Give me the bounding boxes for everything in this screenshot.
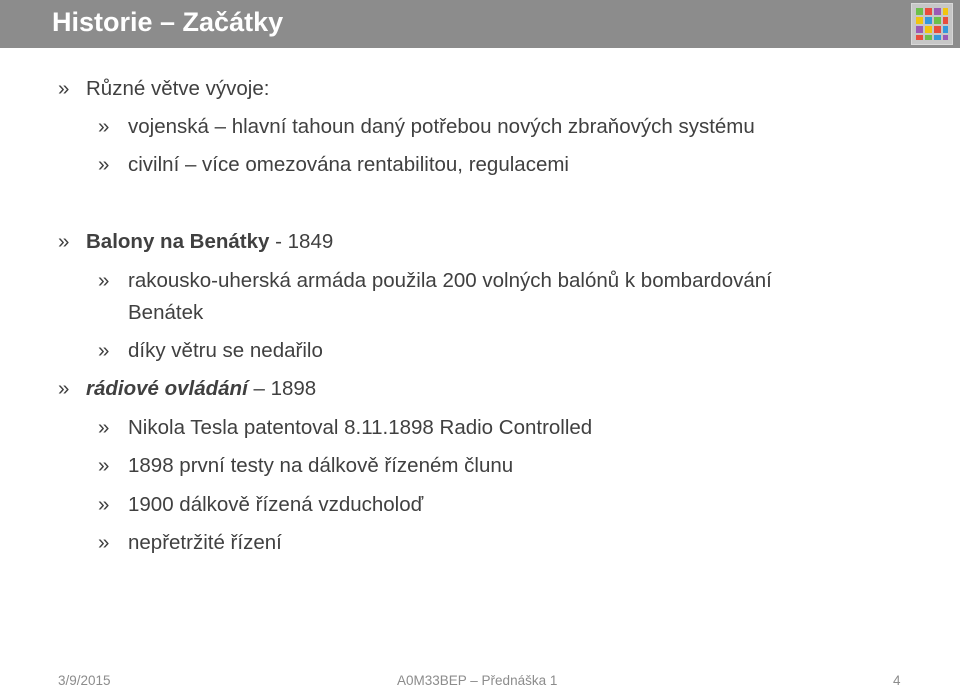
bullet-text: nepřetržité řízení	[128, 531, 282, 554]
bullet-level2	[98, 492, 423, 518]
bullet-level1	[58, 376, 316, 402]
bullet-marker: »	[98, 454, 110, 477]
bullet-text: rakousko-uherská armáda použila 200 volných balónů k bombardování	[128, 269, 772, 292]
bullet-text: Benátek	[128, 301, 204, 324]
bullet-bold-text: Balony na Benátky	[86, 230, 270, 253]
bullet-level2	[98, 152, 569, 178]
bullet-text: - 1849	[269, 230, 334, 253]
bullet-level1	[58, 229, 333, 255]
footer-course: A0M33BEP – Přednáška 1	[397, 673, 558, 688]
bullet-bolditalic-text: rádiové ovládání	[86, 377, 248, 400]
bullet-marker: »	[98, 115, 110, 138]
bullet-marker: »	[98, 493, 110, 516]
bullet-marker: »	[98, 339, 110, 362]
footer-date: 3/9/2015	[58, 673, 111, 688]
bullet-text: vojenská – hlavní tahoun daný potřebou nových zbraňových systému	[128, 115, 755, 138]
bullet-marker: »	[98, 269, 110, 292]
bullet-level2	[98, 338, 323, 364]
bullet-marker: »	[98, 531, 110, 554]
bullet-marker: »	[58, 230, 70, 253]
bullet-text: Různé větve vývoje:	[86, 77, 270, 100]
bullet-level2	[98, 114, 755, 140]
bullet-level2	[98, 530, 282, 556]
bullet-text: – 1898	[247, 377, 317, 400]
bullet-level2	[98, 268, 772, 294]
bullet-level2	[98, 453, 513, 479]
bullet-text: Nikola Tesla patentoval 8.11.1898 Radio Controlled	[128, 416, 593, 439]
bullet-marker: »	[98, 416, 110, 439]
slide-title: Historie – Začátky	[52, 7, 284, 37]
bullet-text: 1898 první testy na dálkově řízeném člunu	[128, 454, 514, 477]
bullet-text: díky větru se nedařilo	[128, 339, 323, 362]
bullet-marker: »	[58, 77, 70, 100]
bullet-marker: »	[98, 153, 110, 176]
bullet-text: civilní – více omezována rentabilitou, regulacemi	[128, 153, 569, 176]
bullet-marker: »	[58, 377, 70, 400]
bullet-level1	[58, 76, 269, 102]
footer-page-number: 4	[893, 673, 901, 688]
bullet-level2	[98, 415, 592, 441]
bullet-continuation	[128, 300, 203, 326]
bullet-text: 1900 dálkově řízená vzducholoď	[128, 493, 424, 516]
